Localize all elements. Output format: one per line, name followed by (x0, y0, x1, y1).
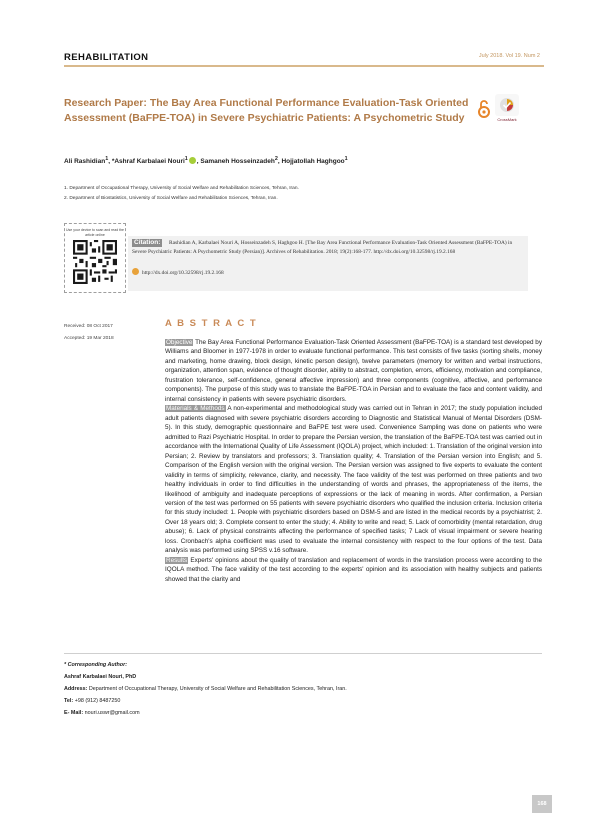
email-link[interactable]: nouri.uswr@gmail.com (84, 710, 140, 716)
issue-info: July 2018. Vol 19. Num 2 (478, 53, 540, 59)
author-name: , *Ashraf Karbalaei Nouri (108, 158, 185, 166)
corresponding-title: * Corresponding Author: (64, 662, 127, 668)
author-list (64, 156, 348, 165)
abstract-heading: A B S T R A C T (165, 318, 258, 329)
footnote-divider (64, 653, 542, 654)
qr-caption: Use your device to scan and read the article online (66, 228, 124, 237)
journal-name: REHABILITATION (64, 52, 149, 63)
affiliation-ref: 1 (184, 156, 188, 162)
affiliation-ref: 1 (105, 156, 109, 162)
abstract-methods: Materials & Methods A non-experimental and methodological study was carried out in Tehran in 2017; the study population included adult patients diagnosed with severe psychiatric disorders according to Diagnostic and Statistical Manual of Mental Disorders (DSM-5). In this study, demographic questionnaire and BaFPE test were used. Convenience Sampling was done on patients who were admitted to Razi Psychiatric Hospital. In order to prepare the Persian version, the translation of the BaFPE-TOA test was carried out in accordance with the International Quality of Life Assessment (IQOLA) project, which included: 1. Translation of the original version into Persian; 2. Review by translators and professors; 3. Translation quality; 4. Translation of the Persian version into English; and 5. Comparison of the English version with the original version. The Persian version was assigned to five experts to evaluate the content validity in terms of simplicity, relevance, clarity, and necessity. The face validity of the test was performed on three patients and two healthy individuals in order to find difficulties in the understanding of words and phrases, the appropriateness of the items, the likelihood of ambiguity and inadequate perceptions of expressions or the lack of meaning in words. After confirmation, a Persian version of the test was performed on 55 patients with severe psychiatric disorders who qualified the inclusion criteria. Inclusion criteria for this study included: 1. People with psychiatric disorders based on DSM-5 and are listed in the medical records by a psychiatrist; 2. Over 18 years old; 3. Complete consent to enter the study; 4. Ability to write and read; 5. Lack of comorbidity (mental retardation, drug abuse); 6. Lack of physical constraints affecting the performance of specified tasks; 7 Lack of visual impairment or severe hearing loss. Cronbach's alpha coefficient was used to evaluate the internal consistency with respect to the four options of the test. Data analysis was performed using SPSS v.16 software. (165, 405, 542, 555)
author-name: , Hojjatollah Haghgoo (277, 158, 345, 166)
abstract-body (165, 338, 542, 584)
affiliations (64, 184, 299, 204)
corresponding-address: Address: Department of Occupational Therapy, University of Social Welfare and Rehabilitation Sciences, Tehran, Iran. (64, 686, 347, 692)
article-dates (64, 321, 114, 345)
affiliation-item: 2. Department of Biostatistics, University of Social Welfare and Rehabilitation Sciences, Tehran, Iran. (64, 196, 278, 201)
corresponding-author (64, 659, 347, 719)
affiliation-item: 1. Department of Occupational Therapy, University of Social Welfare and Rehabilitation Sciences, Tehran, Iran. (64, 186, 299, 191)
page-number: 168 (532, 795, 552, 813)
corresponding-name: Ashraf Karbalaei Nouri, PhD (64, 674, 137, 680)
author-name: , Samaneh Hosseinzadeh (196, 158, 275, 166)
header-divider (64, 65, 544, 67)
corresponding-tel: Tel: +98 (912) 8487250 (64, 698, 121, 704)
crossmark-label: CrossMark (497, 117, 517, 122)
doi-icon (132, 268, 139, 275)
article-title (64, 96, 474, 125)
citation-text: Rashidian A, Karbalaei Nouri A, Hosseinzadeh S, Haghgoo H. [The Bay Area Functional Performance Evaluation-Task Oriented Assessment (BaFPE-TOA) in Severe Psychiatric Patients: A Psychometric Study (Persian)]. Archives of Rehabilitation. 2018; 19(2):168-177. http://dx.doi.org/10.32598/rj.19.2.168 (132, 240, 513, 255)
section-label: Objective (166, 339, 193, 346)
abstract-results: Results Experts' opinions about the quality of translation and replacement of words in the translation process were according to the IQOLA method. The face validity of the test according to the experts' opinion and its association with healthy subjects and patients showed that the clarity and (165, 556, 542, 583)
affiliation-ref: 2 (274, 156, 278, 162)
doi-link[interactable]: http://dx.doi.org/10.32598/rj.19.2.168 (142, 270, 224, 276)
received-date: Received: 08 Oct 2017 (64, 324, 113, 329)
article-type-label: Research Paper: (64, 97, 147, 109)
crossmark-badge[interactable] (495, 94, 519, 124)
article-title-text: The Bay Area Functional Performance Evaluation-Task Oriented Assessment (BaFPE-TOA) in Severe Psychiatric Patients: A Psychometric Study (64, 97, 469, 124)
accepted-date: Accepted: 19 Mar 2018 (64, 336, 114, 341)
corresponding-email: E- Mail: nouri.uswr@gmail.com (64, 710, 140, 716)
qr-code (73, 240, 117, 284)
section-label: Materials & Methods (166, 405, 225, 413)
crossmark-icon (495, 94, 519, 116)
doi-line (132, 268, 224, 276)
section-label: Results (166, 556, 188, 564)
qr-code-box[interactable] (64, 223, 126, 293)
author-name: Ali Rashidian (64, 158, 106, 166)
orcid-icon[interactable] (189, 157, 196, 164)
open-access-icon (477, 99, 491, 119)
citation-label: Citation: (134, 239, 161, 246)
affiliation-ref: 1 (344, 156, 348, 162)
abstract-objective: Objective The Bay Area Functional Performance Evaluation-Task Oriented Assessment (BaFPE-TOA) is a standard test developed by Williams and Bloomer in 1977-1978 in order to evaluate functional performance. This test consists of five tasks (sorting shells, money and marketing, home drawing, block design, kinetic person design), twelve parameters (memory for written and verbal instructions, organization, attention span, evidence of thought disorder, ability to abstract, completion, errors, efficiency, motivation and compliance, frustration tolerance, self-confidence, general affective impression) and three components (cognitive, affective, and performance components). The purpose of this study was to translate the BaFPE-TOA in Persian and to evaluate the face and content validity, and internal consistency in patients with severe psychiatric disorders. (165, 339, 542, 403)
